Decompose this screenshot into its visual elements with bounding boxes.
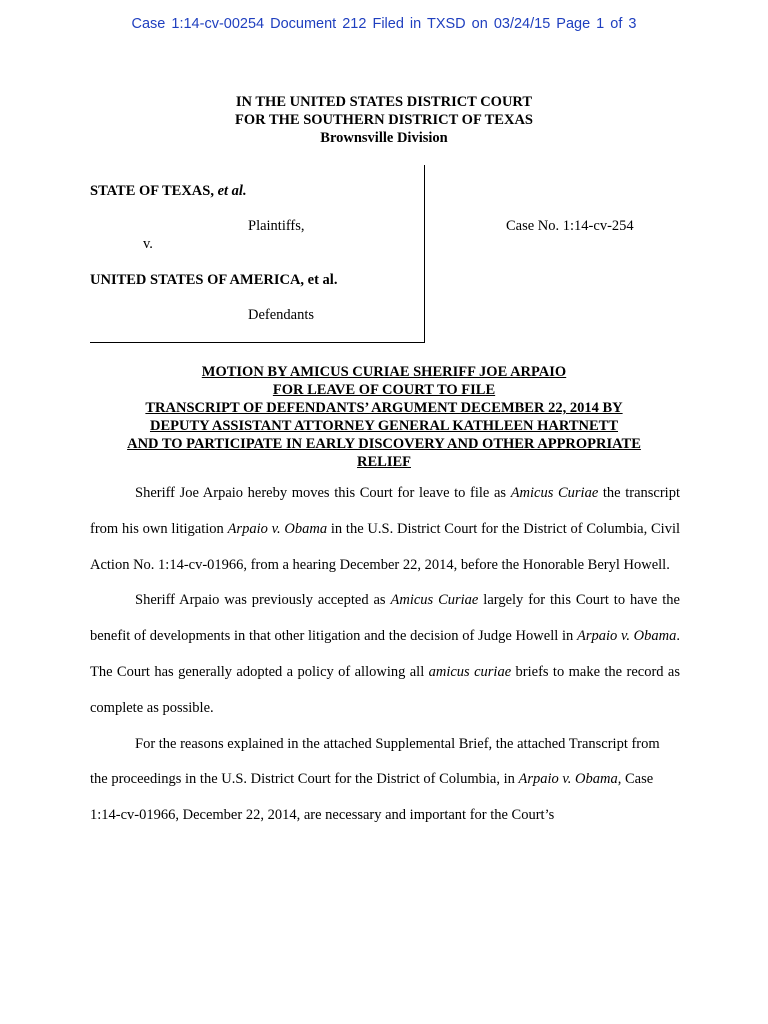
title-line: MOTION BY AMICUS CURIAE SHERIFF JOE ARPAIO xyxy=(201,364,567,380)
motion-body xyxy=(90,476,680,834)
title-line: TRANSCRIPT OF DEFENDANTS’ ARGUMENT DECEMBER 22, 2014 BY xyxy=(145,400,623,416)
case-number: Case No. 1:14-cv-254 xyxy=(506,218,634,234)
defendant-name: UNITED STATES OF AMERICA, et al. xyxy=(90,272,338,288)
defendant-role: Defendants xyxy=(248,307,315,323)
paragraph: Sheriff Joe Arpaio hereby moves this Court for leave to file as Amicus Curiae the transcript from his own litigation Arpaio v. Obama in the U.S. District Court for the District of Columbia, Civil Action No. 1:14-cv-01966, from a hearing December 22, 2014, before the Honorable Beryl Howell. xyxy=(90,485,680,573)
plaintiff-etal: et al. xyxy=(217,183,247,199)
plaintiff-name: STATE OF TEXAS, et al. xyxy=(90,183,247,199)
title-line: FOR LEAVE OF COURT TO FILE xyxy=(272,382,496,398)
filing-stamp: Case 1:14-cv-00254 Document 212 Filed in TXSD on 03/24/15 Page 1 of 3 xyxy=(131,16,637,32)
court-district: FOR THE SOUTHERN DISTRICT OF TEXAS xyxy=(234,112,533,128)
court-header xyxy=(0,93,768,147)
versus-label: v. xyxy=(143,236,153,252)
motion-title xyxy=(0,363,768,471)
paragraph: Sheriff Arpaio was previously accepted as Amicus Curiae largely for this Court to have the benefit of developments in that other litigation and the decision of Judge Howell in Arpaio v. Obama. The Court has generally adopted a policy of allowing all amicus curiae briefs to make the record as complete as possible. xyxy=(90,592,680,716)
title-line: DEPUTY ASSISTANT ATTORNEY GENERAL KATHLEEN HARTNETT xyxy=(149,418,619,434)
case-caption xyxy=(90,165,425,343)
paragraph: For the reasons explained in the attached Supplemental Brief, the attached Transcript from the proceedings in the U.S. District Court for the District of Columbia, in Arpaio v. Obama, Case 1:14-cv-01966, December 22, 2014, are necessary and important for the Court’s xyxy=(90,735,660,824)
title-line: RELIEF xyxy=(357,454,411,470)
title-line: AND TO PARTICIPATE IN EARLY DISCOVERY AND OTHER APPROPRIATE xyxy=(127,436,641,452)
plaintiff-role: Plaintiffs, xyxy=(248,218,305,234)
court-division: Brownsville Division xyxy=(320,130,448,146)
court-name: IN THE UNITED STATES DISTRICT COURT xyxy=(235,94,533,110)
